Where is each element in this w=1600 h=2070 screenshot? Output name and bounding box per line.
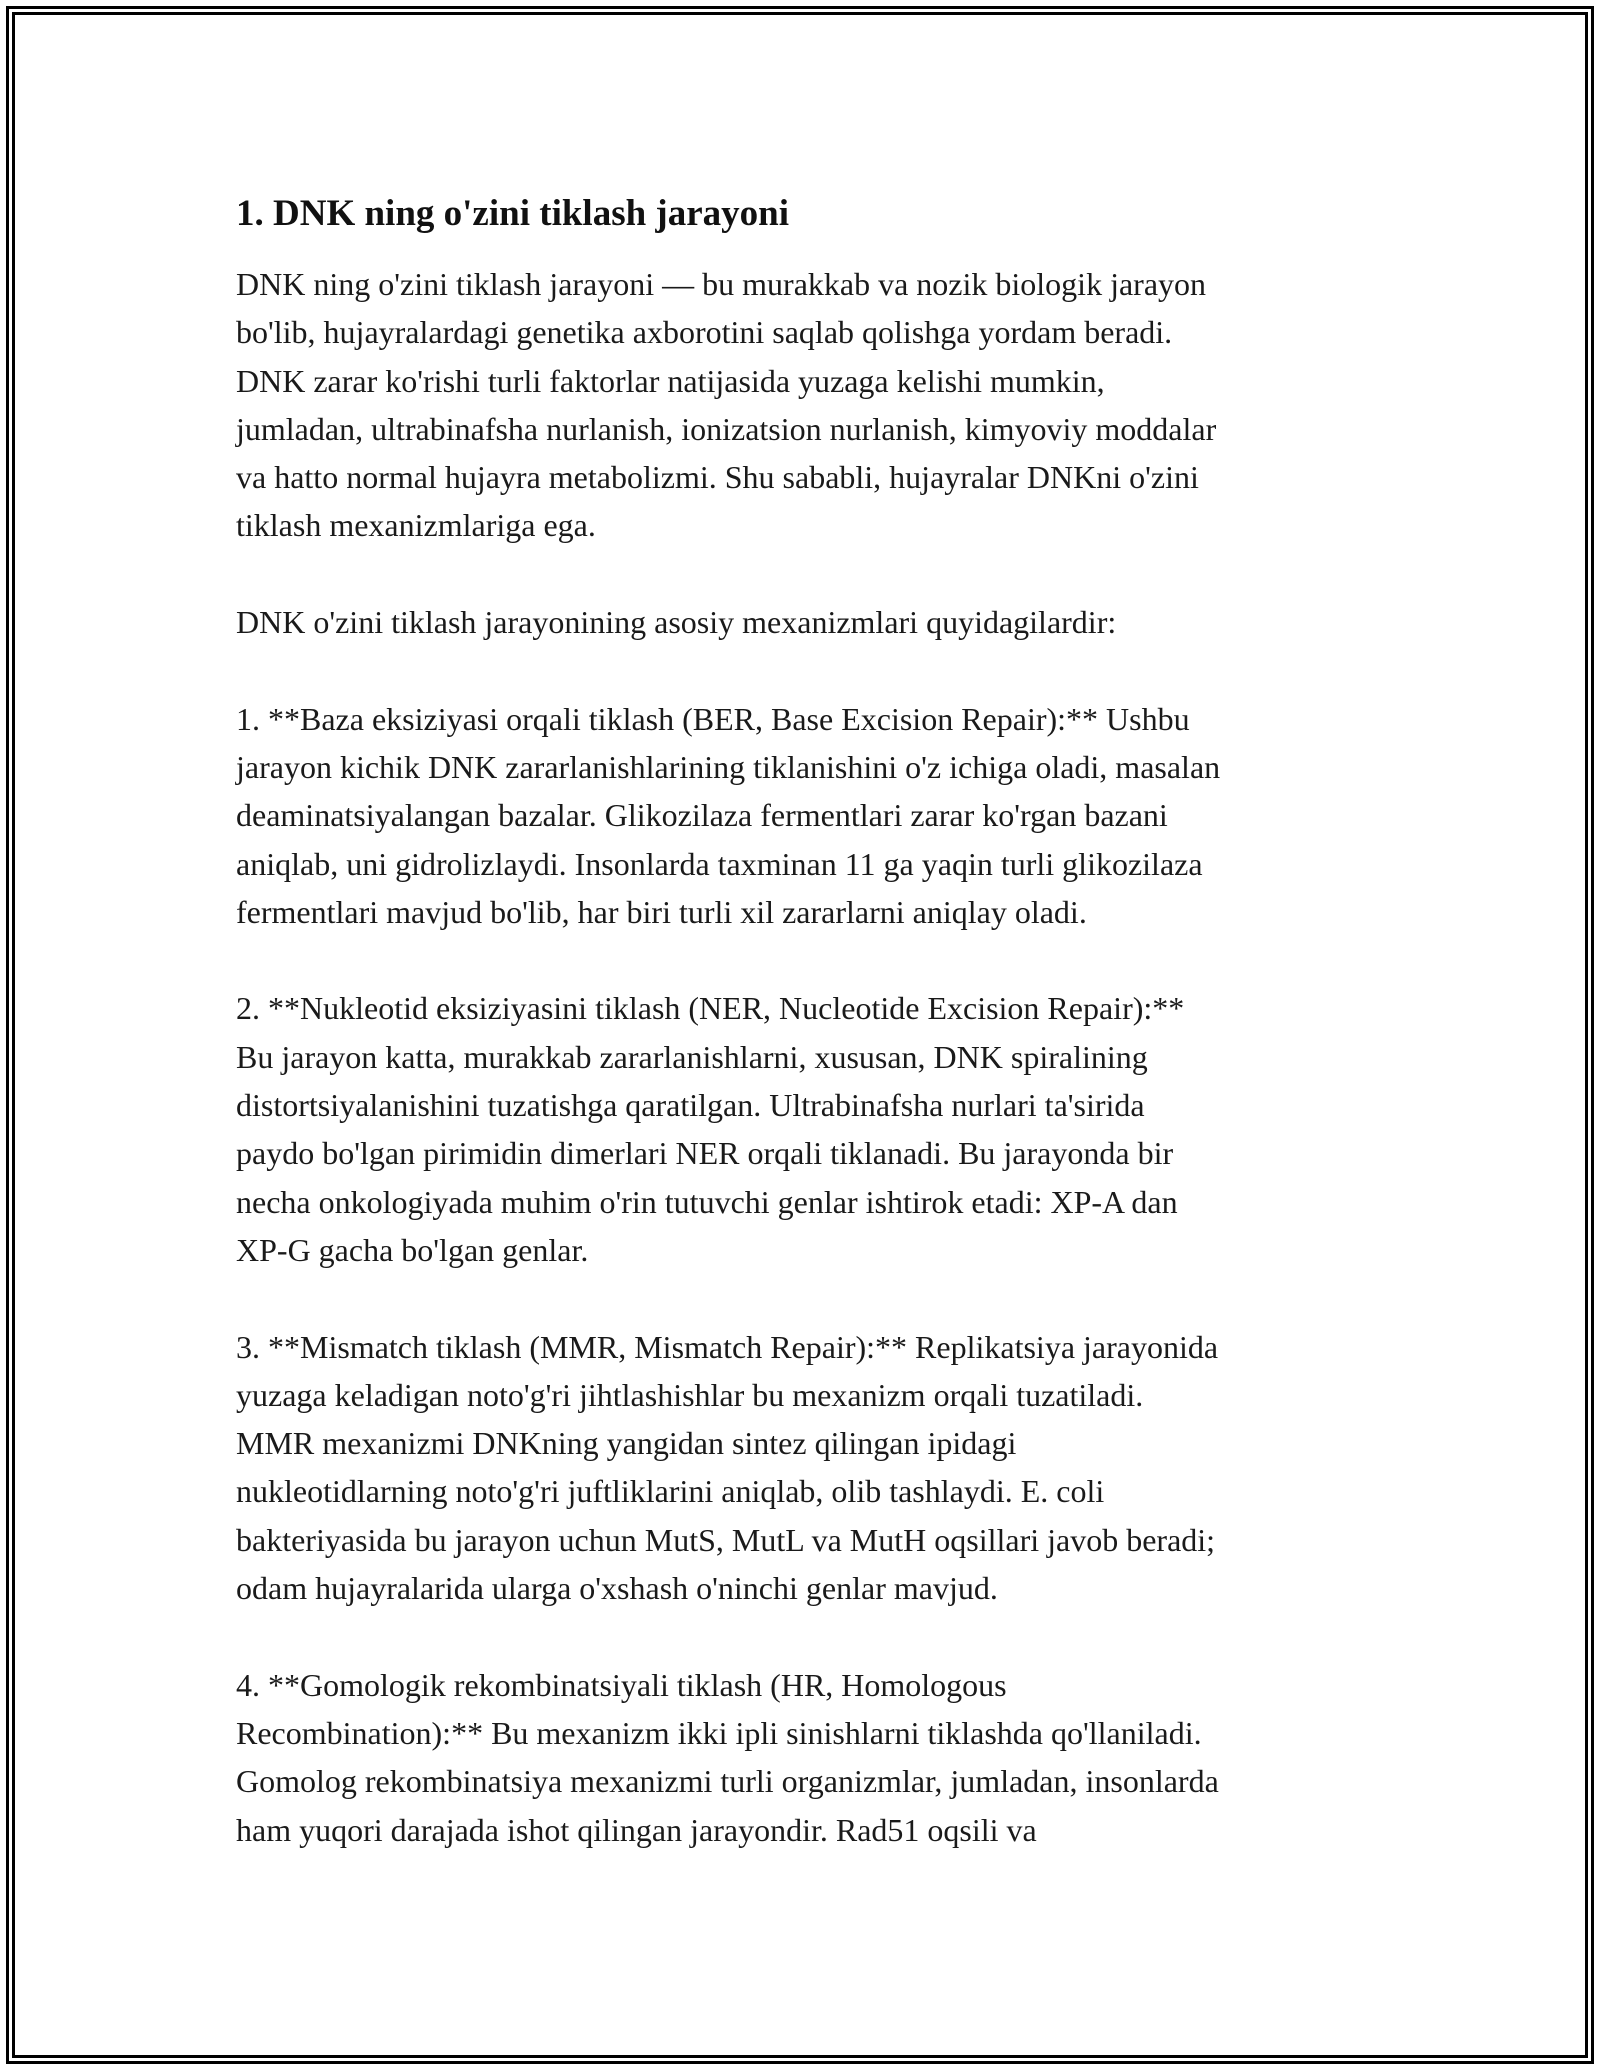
document-body xyxy=(236,190,1376,1854)
document-title: 1. DNK ning o'zini tiklash jarayoni xyxy=(236,193,790,234)
body-text: DNK ning o'zini tiklash jarayoni — bu murakkab va nozik biologik jarayon bo'lib, hujayralardagi genetika axborotini saqlab qolishga yordam beradi. DNK zarar ko'rishi turli faktorlar natijasida yuzaga kelishi mumkin, jumladan, ultrabinafsha nurlanish, ionizatsion nurlanish, kimyoviy moddalar va hatto normal hujayra metabolizmi. Shu sababli, hujayralar DNKni o'zini tiklash mexanizmlariga ega. DNK o'zini tiklash jarayonining asosiy mexanizmlari quyidagilardir: 1. **Baza eksiziyasi orqali tiklash (BER, Base Excision Repair):** Ushbu jarayon kichik DNK zararlanishlarining tiklanishini o'z ichiga oladi, masalan deaminatsiyalangan bazalar. Glikozilaza fermentlari zarar ko'rgan bazani aniqlab, uni gidrolizlaydi. Insonlarda taxminan 11 ga yaqin turli glikozilaza fermentlari mavjud bo'lib, har biri turli xil zararlarni aniqlay oladi. 2. **Nukleotid eksiziyasini tiklash (NER, Nucleotide Excision Repair):** Bu jarayon katta, murakkab zararlanishlarni, xususan, DNK spiralining distortsiyalanishini tuzatishga qaratilgan. Ultrabinafsha nurlari ta'sirida paydo bo'lgan pirimidin dimerlari NER orqali tiklanadi. Bu jarayonda bir necha onkologiyada muhim o'rin tutuvchi genlar ishtirok etadi: XP-A dan XP-G gacha bo'lgan genlar. 3. **Mismatch tiklash (MMR, Mismatch Repair):** Replikatsiya jarayonida yuzaga keladigan noto'g'ri jihtlashishlar bu mexanizm orqali tuzatiladi. MMR mexanizmi DNKning yangidan sintez qilingan ipidagi nukleotidlarning noto'g'ri juftliklarini aniqlab, olib tashlaydi. E. coli bakteriyasida bu jarayon uchun MutS, MutL va MutH oqsillari javob beradi; odam hujayralarida ularga o'xshash o'ninchi genlar mavjud. 4. **Gomologik rekombinatsiyali tiklash (HR, Homologous Recombination):** Bu mexanizm ikki ipli sinishlarni tiklashda qo'llaniladi. Gomolog rekombinatsiya mexanizmi turli organizmlar, jumladan, insonlarda ham yuqori darajada ishot qilingan jarayondir. Rad51 oqsili va xyxy=(236,266,1221,1848)
